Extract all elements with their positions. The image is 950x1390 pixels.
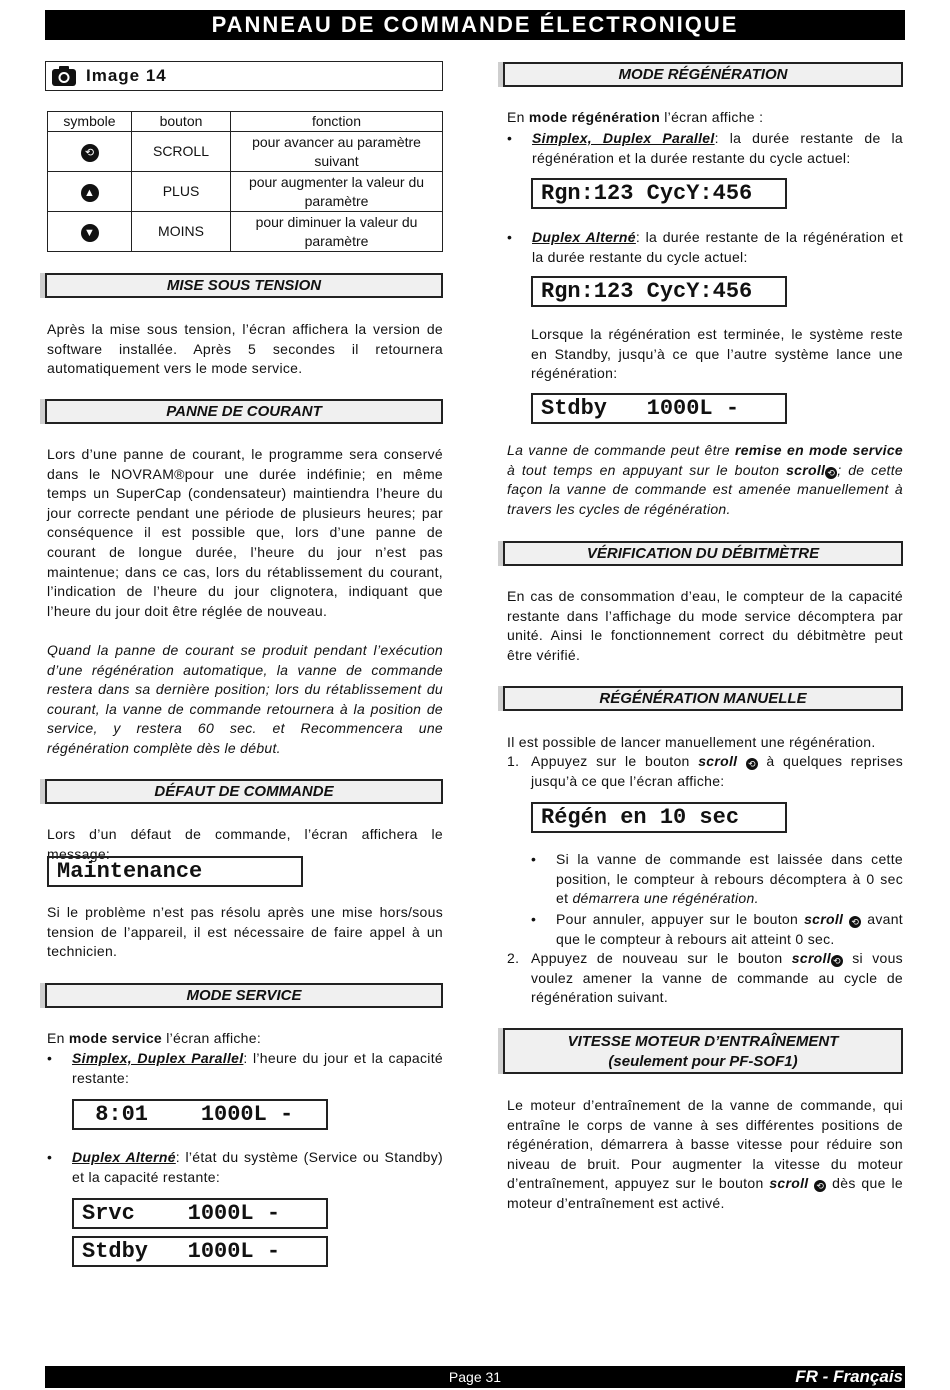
- bullet: •: [531, 911, 537, 927]
- section-heading-verification: VÉRIFICATION DU DÉBITMÈTRE: [503, 541, 903, 566]
- section-heading-panne-courant: PANNE DE COURANT: [45, 399, 443, 424]
- vitesse-text: Le moteur d’entraînement de la vanne de commande, qui entraîne le corps de vanne à ses différentes positions de régénération, démarrera à basse vitesse pour réduire son niveau de bruit. Pour augmenter la vitesse du moteur d’entraînement, appuyez sur le bouton scroll ⟲ dès que le moteur d’entraînement est activé.: [507, 1097, 903, 1211]
- plus-triangle-up-icon: ▲: [81, 184, 99, 202]
- bullet: •: [507, 229, 513, 245]
- table-cell-button: MOINS: [132, 212, 231, 252]
- lcd-display-rgn-2: Rgn:123 CycY:456: [531, 276, 787, 307]
- remise-service-text: La vanne de commande peut être remise en mode service à tout temps en appuyant sur le bouton scroll ⟲ ; de cette façon la vanne de commande est amenée manuellement à travers les cycles de régénération.: [507, 442, 904, 517]
- mise-sous-tension-text: Après la mise sous tension, l’écran affichera la version de software installée. Après 5 secondes il retournera automatiquement vers le mode service.: [47, 321, 443, 377]
- table-row: [48, 172, 443, 212]
- table-cell-button: SCROLL: [132, 132, 231, 172]
- lcd-display-rgn-1: Rgn:123 CycY:456: [531, 178, 787, 209]
- table-header: bouton: [132, 112, 231, 132]
- list-item: • Duplex Alterné: l’état du système (Service ou Standby) et la capacité restante:: [47, 1149, 443, 1185]
- page-title: PANNEAU DE COMMANDE ÉLECTRONIQUE: [45, 10, 905, 40]
- scroll-icon: ⟲: [831, 955, 843, 967]
- lcd-display-stdby: Stdby 1000L -: [72, 1236, 328, 1267]
- lcd-display-regen-countdown: Régén en 10 sec: [531, 802, 787, 833]
- list-item: • Simplex, Duplex Parallel: l’heure du jour et la capacité restante:: [47, 1050, 443, 1086]
- panne-courant-italic-text: Quand la panne de courant se produit pendant l’exécution d’une régénération automatique, la vanne de commande restera dans sa dernière position; lors du rétablissement du courant, la vanne de commande retournera à la position de service, y restera 60 sec. et Recommencera une régénération complète dès le début.: [47, 642, 443, 756]
- bullet: •: [47, 1149, 53, 1165]
- table-cell-button: PLUS: [132, 172, 231, 212]
- scroll-icon: ⟲: [849, 916, 861, 928]
- table-header-row: [48, 112, 443, 132]
- bullet: •: [507, 130, 513, 146]
- scroll-icon: ⟲: [814, 1180, 826, 1192]
- list-item: • Duplex Alterné: la durée restante de la régénération et la durée restante du cycle actuel:: [507, 229, 904, 265]
- lcd-display-stdby-regen: Stdby 1000L -: [531, 393, 787, 424]
- step-number: 1.: [507, 753, 520, 769]
- defaut-commande-text: Lors d’un défaut de commande, l’écran affichera le message:: [47, 826, 443, 862]
- page-footer: [45, 1366, 905, 1388]
- mode-regeneration-intro: En mode régénération l’écran affiche :: [507, 109, 764, 125]
- language-label: FR - Français: [795, 1367, 903, 1386]
- scroll-icon: ⟲: [746, 758, 758, 770]
- image-label: Image 14: [86, 66, 167, 85]
- list-item: • Simplex, Duplex Parallel: la durée restante de la régénération et la durée restante du cycle actuel:: [507, 130, 903, 166]
- standby-text: Lorsque la régénération est terminée, le système reste en Standby, jusqu’à ce que l’autre système lance une régénération:: [531, 326, 903, 382]
- list-item: 1. Appuyez sur le bouton scroll ⟲ à quelques reprises jusqu’à ce que l’écran affiche:: [507, 753, 903, 789]
- lcd-display-maintenance: Maintenance: [47, 856, 303, 887]
- list-item: 2. Appuyez de nouveau sur le bouton scroll ⟲ si vous voulez amener la vanne de commande au cycle de régénération suivant.: [507, 950, 903, 1006]
- section-heading-defaut-commande: DÉFAUT DE COMMANDE: [45, 779, 443, 804]
- verification-text: En cas de consommation d’eau, le compteur de la capacité restante dans l’affichage du mode service décomptera par unité. Ainsi le fonctionnement correct du débitmètre peut être vérifié.: [507, 588, 903, 663]
- table-header: fonction: [231, 112, 443, 132]
- table-cell-function: pour avancer au paramètre suivant: [231, 132, 443, 172]
- list-item: • Pour annuler, appuyer sur le bouton scroll ⟲ avant que le compteur à rebours ait atteint 0 sec.: [531, 911, 903, 947]
- section-heading-vitesse: VITESSE MOTEUR D’ENTRAÎNEMENT (seulement pour PF-SOF1): [503, 1028, 903, 1074]
- step-number: 2.: [507, 950, 520, 966]
- table-row: [48, 212, 443, 252]
- list-item: • Si la vanne de commande est laissée dans cette position, le compteur à rebours décomptera à 0 sec et démarrera une régénération.: [531, 851, 903, 907]
- image-label-box: [45, 61, 443, 91]
- lcd-display-srvc: Srvc 1000L -: [72, 1198, 328, 1229]
- page-number: Page 31: [448, 1369, 502, 1385]
- section-heading-regen-manuelle: RÉGÉNÉRATION MANUELLE: [503, 686, 903, 711]
- moins-triangle-down-icon: ▼: [81, 224, 99, 242]
- bullet: •: [47, 1050, 53, 1066]
- panne-courant-text: Lors d’une panne de courant, le programme sera conservé dans le NOVRAM®pour une durée indéfinie; en même temps un SuperCap (condensateur) maintiendra l’heure du jour correcte pendant une période de plusieurs heures; par conséquence il est possible que, lors d’une panne de courant de longue durée, l’heure du jour n’est pas maintenue; dans ce cas, lors du rétablissement du courant, l’indication de l’heure du jour clignotera, indiquant que l’heure du jour doit être réglée de nouveau.: [47, 446, 443, 619]
- lcd-display-service-time: 8:01 1000L -: [72, 1099, 328, 1130]
- table-cell-function: pour augmenter la valeur du paramètre: [231, 172, 443, 212]
- mode-service-intro: En mode service l’écran affiche:: [47, 1030, 262, 1046]
- table-header: symbole: [48, 112, 132, 132]
- bullet: •: [531, 851, 537, 867]
- scroll-icon: ⟲: [825, 467, 837, 479]
- section-heading-mode-regeneration: MODE RÉGÉNÉRATION: [503, 62, 903, 87]
- table-cell-function: pour diminuer la valeur du paramètre: [231, 212, 443, 252]
- section-heading-mise-sous-tension: MISE SOUS TENSION: [45, 273, 443, 298]
- symbol-table: [47, 111, 443, 252]
- regen-manuelle-intro: Il est possible de lancer manuellement une régénération.: [507, 734, 876, 750]
- table-row: [48, 132, 443, 172]
- scroll-icon: ⟲: [81, 144, 99, 162]
- defaut-commande-text-2: Si le problème n’est pas résolu après une mise hors/sous tension de l’appareil, il est nécessaire de faire appel à un technicien.: [47, 904, 443, 960]
- section-heading-mode-service: MODE SERVICE: [45, 983, 443, 1008]
- camera-icon: [51, 65, 77, 87]
